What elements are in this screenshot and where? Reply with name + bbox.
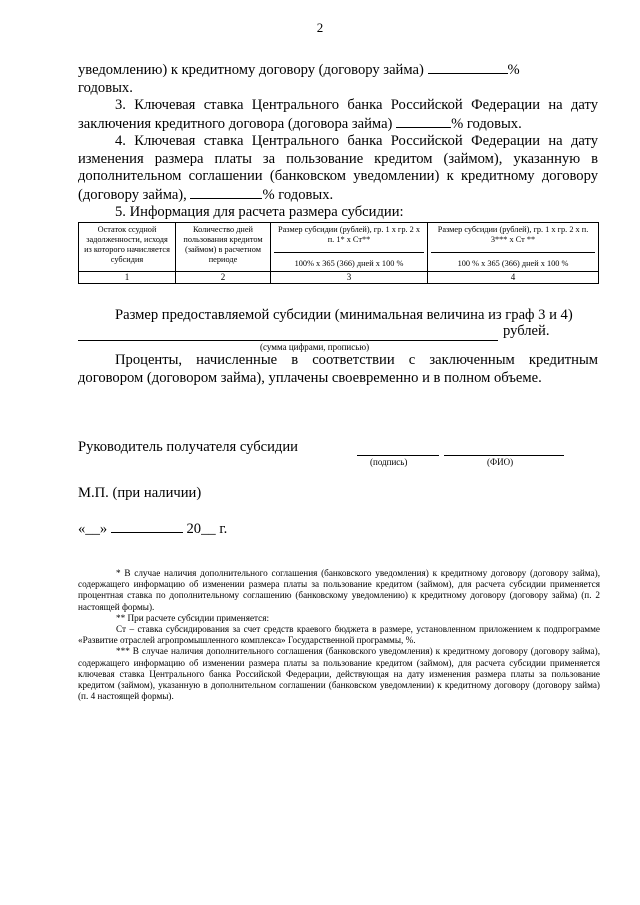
item-4-blank-line [190, 186, 262, 199]
table-cell: 3 [271, 272, 428, 284]
date-month-blank [111, 520, 183, 533]
table-cell: 1 [79, 272, 176, 284]
item-3-suffix: % годовых. [451, 115, 522, 132]
continuation-text: уведомлению) к кредитному договору (договору займа) [78, 62, 424, 78]
item-3-text: 3. Ключевая ставка Центрального банка Российской Федерации на дату заключения кредитного договора (договора займа) [78, 97, 598, 132]
signature-line [357, 455, 439, 456]
table-row [79, 272, 599, 284]
percent-sign: % [507, 62, 520, 78]
table-header-cell: Количество дней пользования кредитом (займом) в расчетном периоде [176, 223, 271, 272]
head-label: Руководитель получателя субсидии [78, 439, 298, 455]
rate-blank-line [428, 61, 508, 74]
subsidy-size-label: Размер предоставляемой субсидии (минимальная величина из граф 3 и 4) [115, 307, 573, 323]
item-3-blank-line [396, 115, 451, 128]
sum-caption: (сумма цифрами, прописью) [260, 342, 370, 352]
formula-numerator: Размер субсидии (рублей), гр. 1 х гр. 2 х п. 3*** х Ст ** [431, 225, 595, 253]
stamp-label: М.П. (при наличии) [78, 485, 202, 501]
body-text [78, 61, 598, 222]
table-cell: 2 [176, 272, 271, 284]
item-4-text: 4. Ключевая ставка Центрального банка Российской Федерации на дату изменения размера платы за пользование кредитом (займом), указанную в дополнительном соглашении (банковском уведомлении) к кредитному договору (договору займа), [78, 133, 598, 203]
subsidy-amount-line [78, 340, 498, 341]
item-4 [78, 133, 598, 204]
item-4-suffix: % годовых. [262, 186, 334, 203]
table-header-row [79, 223, 599, 272]
footnotes [78, 568, 600, 702]
table-header-cell [428, 223, 599, 272]
footnote-1: * В случае наличия дополнительного соглашения (банковского уведомления) к кредитному договору (договору займа), содержащего информацию об изменении размера платы за пользование кредитом (займом), для расчета субсидии применяется процентная ставка по дополнительному соглашению (банковскому уведомлению) к кредитному договору (договору займа) (п. 2 настоящей формы). [78, 568, 600, 612]
formula-denominator: 100 % х 365 (366) дней х 100 % [457, 259, 569, 268]
footnote-4: *** В случае наличия дополнительного соглашения (банковского уведомления) к кредитному договору (договору займа), содержащего информацию об изменении размера платы за пользование кредитом (займом), для расчета субсидии применяется ключевая ставка Центрального банка Российской Федерации, действующая на дату изменения размера платы за пользование кредитом (займом), указанную в дополнительном соглашении (банковском уведомлении) к кредитному договору (договору займа) (п. 4 настоящей формы). [78, 646, 600, 702]
page-number: 2 [316, 20, 324, 35]
paragraph-continuation [78, 61, 598, 97]
table-cell: 4 [428, 272, 599, 284]
table-header-cell [271, 223, 428, 272]
item-5: 5. Информация для расчета размера субсидии: [115, 204, 404, 220]
item-3 [78, 97, 598, 133]
subsidy-table [78, 222, 599, 284]
date-line [78, 520, 378, 539]
fio-caption: (ФИО) [487, 457, 514, 467]
date-day: «__» [78, 521, 108, 537]
formula-denominator: 100% х 365 (366) дней х 100 % [294, 259, 404, 268]
date-year: 20__ г. [186, 521, 228, 537]
formula-numerator: Размер субсидии (рублей), гр. 1 х гр. 2 х п. 1* х Ст** [274, 225, 424, 253]
continuation-text-line2: годовых. [78, 79, 133, 96]
footnote-2: ** При расчете субсидии применяется: [116, 612, 270, 623]
interest-statement: Проценты, начисленные в соответствии с заключенным кредитным договором (договором займа), уплачены своевременно и в полном объеме. [78, 352, 598, 386]
footnote-3: Ст – ставка субсидирования за счет средств краевого бюджета в размере, установленном приложением к подпрограмме «Развитие отраслей агропромышленного комплекса» Государственной программы, %. [78, 624, 600, 646]
table-header-cell: Остаток ссудной задолженности, исходя из которого начисляется субсидия [79, 223, 176, 272]
fio-line [444, 455, 564, 456]
signature-caption: (подпись) [370, 457, 408, 467]
rubles-label: рублей. [503, 323, 550, 339]
